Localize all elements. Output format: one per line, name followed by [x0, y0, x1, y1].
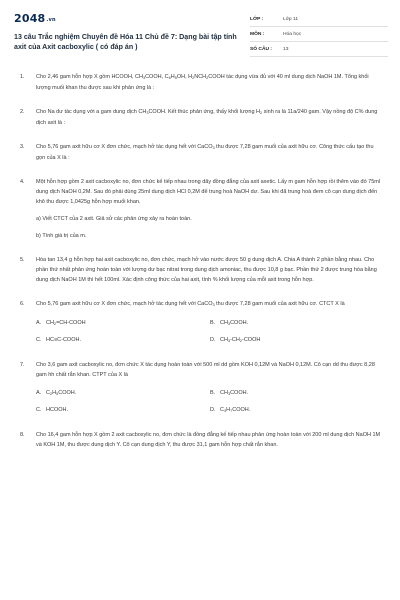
question-number: 8.: [20, 432, 25, 438]
meta-value: Hóa học: [283, 31, 302, 37]
question-item: [20, 177, 382, 241]
question-text: Cho Na dư tác dụng với a gam dung dịch $CH_3COOH$. Kết thúc phản ứng, thấy khối lượng $H_2$ sinh ra là 11a/240 gam. Vậy nồng độ C% dung dịch axit là :: [36, 109, 378, 126]
question-text: Cho 16,4 gam hỗn hợp X gồm 2 axit cacboxylic no, đơn chức là đồng đẳng kế tiếp nhau phản ứng hoàn toàn với 200 ml dung dịch NaOH 1M và KOH 1M, thu được dung dịch Y. Cô cạn dung dịch Y, thu được 31,1 gam hỗn hợp chất rắn khan.: [36, 432, 381, 448]
question-text: Cho 5,76 gam axit hữu cơ X đơn chức, mạch hở tác dụng hết với CaCO$_3$ thu được 7,28 gam muối của axit hữu cơ. CTCT X là: [36, 301, 345, 307]
question-content: [36, 72, 382, 93]
header: [0, 0, 400, 60]
question-number: 3.: [20, 144, 25, 150]
option-letter: A.: [36, 390, 42, 396]
question-number: 5.: [20, 257, 25, 263]
answer-option[interactable]: [210, 405, 382, 416]
question-content: [36, 299, 382, 346]
question-text: Cho 3,6 gam axit cacboxylic no, đơn chức X tác dụng hoàn toàn với 500 ml dd gồm KOH 0,12M và NaOH 0,12M. Cô cạn dd thu được 8,28 gam hh chất rắn khan. CTPT của X là: [36, 362, 375, 378]
answer-options: [36, 318, 382, 346]
question-list: [0, 60, 400, 450]
document-title: 13 câu Trắc nghiệm Chuyên đề Hóa 11 Chủ đề 7: Dạng bài tập tính axit của Axit cacboxylic ( có đáp án ): [14, 33, 237, 51]
answer-option[interactable]: [36, 388, 210, 399]
option-letter: C.: [36, 407, 42, 413]
option-letter: D.: [210, 407, 216, 413]
answer-option[interactable]: [36, 335, 210, 346]
option-text: $CH_3COOH$.: [220, 320, 249, 326]
logo-ext: .vn: [46, 17, 56, 23]
meta-value: 13: [283, 46, 289, 52]
question-number: 1.: [20, 74, 25, 80]
question-content: [36, 142, 382, 163]
question-content: [36, 430, 382, 450]
answer-options: [36, 388, 382, 416]
question-item: [20, 255, 382, 285]
meta-row-class: [250, 12, 388, 27]
question-number: 4.: [20, 179, 25, 185]
question-text: Một hỗn hợp gồm 2 axit cacboxylic no, đơn chức kế tiếp nhau trong dãy đồng đẳng của axit axetic. Lấy m gam hỗn hợp rồi thêm vào đó 75ml dung dịch NaOH 0,2M. Sau đó phải dùng 25ml dung dịch HCl 0,2M để trung hoà NaOH dư. Sau khi đã trung hoà đem cô cạn dung dịch đến khô thu được 1,0425g hỗn hợp muối khan.: [36, 179, 381, 205]
question-item: [20, 430, 382, 450]
question-content: [36, 255, 382, 285]
option-letter: C.: [36, 337, 42, 343]
option-text: HC≡C-COOH.: [46, 337, 81, 343]
option-text: $CH_3COOH$.: [220, 390, 249, 396]
question-item: [20, 72, 382, 93]
option-letter: B.: [210, 320, 216, 326]
option-letter: B.: [210, 390, 216, 396]
logo-text: 2048: [14, 12, 46, 25]
option-letter: A.: [36, 320, 42, 326]
option-text: HCOOH.: [46, 407, 68, 413]
question-text: Hòa tan 13,4 g hỗn hợp hai axit cacboxylic no, đơn chức, mạch hở vào nước được 50 g dung dịch A. Chia A thành 2 phần bằng nhau. Cho phần thứ nhất phản ứng hoàn toàn với lượng dư bạc nitrat trong dung dịch amoniac, thu được 10,8 g bạc. Phần thứ 2 được trung hòa bằng dung dịch NaOH 1M thì hết 100ml. Xác định công thức của hai axit, tính % khối lượng của mỗi axit trong hỗn hợp.: [36, 257, 377, 283]
meta-row-count: [250, 42, 388, 57]
question-number: 6.: [20, 301, 25, 307]
question-text: Cho 5,76 gam axit hữu cơ X đơn chức, mạch hở tác dụng hết với CaCO$_3$ thu được 7,28 gam muối của axit hữu cơ. Công thức cấu tạo thu gọn của X là :: [36, 144, 374, 161]
answer-option[interactable]: [210, 335, 382, 346]
question-item: [20, 142, 382, 163]
option-letter: D.: [210, 337, 216, 343]
question-text: Cho 2,46 gam hỗn hợp X gồm HCOOH, $CH_3COOH$, $C_6H_5OH$, $H_2NCH_2COOH$ tác dụng vừa đủ với 40 ml dung dịch NaOH 1M. Tổng khối lượng muối khan thu được sau khi phản ứng là :: [36, 74, 369, 91]
answer-option[interactable]: [36, 318, 210, 329]
answer-option[interactable]: [210, 388, 382, 399]
meta-row-subject: [250, 27, 388, 42]
answer-option[interactable]: [36, 405, 210, 416]
question-number: 7.: [20, 362, 25, 368]
sub-question: a) Viết CTCT của 2 axit. Giả sử các phản ứng xảy ra hoàn toàn.: [36, 216, 192, 222]
question-content: [36, 107, 382, 128]
option-text: $CH_3-CH_2$-COOH: [220, 337, 261, 343]
meta-key: MÔN :: [250, 31, 265, 37]
question-number: 2.: [20, 109, 25, 115]
question-content: [36, 360, 382, 416]
option-text: $C_2H_5COOH$.: [46, 390, 77, 396]
question-content: [36, 177, 382, 241]
meta-table: [250, 12, 388, 57]
answer-option[interactable]: [210, 318, 382, 329]
sub-question: b) Tính giá trị của m.: [36, 233, 87, 239]
meta-value: Lớp 11: [283, 16, 299, 22]
option-text: $C_3H_7COOH$.: [220, 407, 251, 413]
meta-key: LỚP :: [250, 16, 264, 22]
option-text: $CH_2=CH$-COOH: [46, 320, 86, 326]
question-item: [20, 360, 382, 416]
question-item: [20, 107, 382, 128]
question-item: [20, 299, 382, 346]
meta-key: SỐ CÂU :: [250, 46, 273, 52]
